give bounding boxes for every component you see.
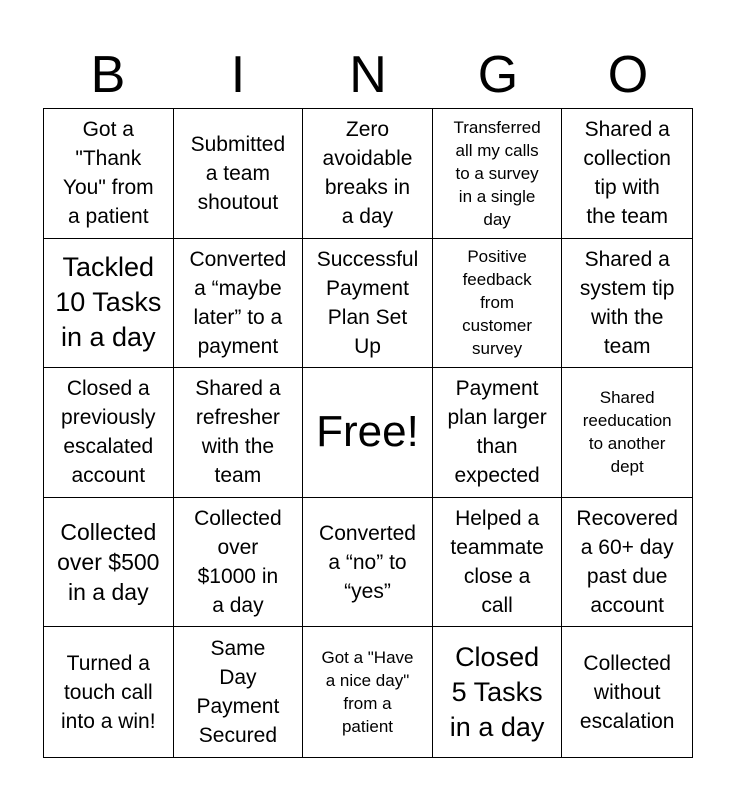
bingo-cell-r2c1[interactable]: Tackled 10 Tasks in a day (44, 239, 174, 369)
bingo-cell-r2c5[interactable]: Shared a system tip with the team (562, 239, 692, 369)
bingo-cell-r3c4[interactable]: Payment plan larger than expected (433, 368, 563, 498)
bingo-cell-r1c4[interactable]: Transferred all my calls to a survey in a single day (433, 109, 563, 239)
bingo-cell-r3c1[interactable]: Closed a previously escalated account (44, 368, 174, 498)
bingo-cell-r4c2[interactable]: Collected over $1000 in a day (174, 498, 304, 628)
bingo-header (43, 42, 693, 108)
bingo-cell-r4c3[interactable]: Converted a “no” to “yes” (303, 498, 433, 628)
bingo-cell-r1c5[interactable]: Shared a collection tip with the team (562, 109, 692, 239)
bingo-cell-r5c2[interactable]: Same Day Payment Secured (174, 627, 304, 757)
bingo-cell-r1c1[interactable]: Got a "Thank You" from a patient (44, 109, 174, 239)
header-letter-i: I (230, 46, 246, 104)
bingo-cell-r5c3[interactable]: Got a "Have a nice day" from a patient (303, 627, 433, 757)
bingo-cell-r5c4[interactable]: Closed 5 Tasks in a day (433, 627, 563, 757)
bingo-board (43, 108, 693, 758)
header-letter-n: N (349, 46, 387, 104)
bingo-cell-r4c4[interactable]: Helped a teammate close a call (433, 498, 563, 628)
header-letter-o: O (607, 46, 649, 104)
header-letter-b: B (90, 46, 126, 104)
free-space-cell[interactable]: Free! (303, 368, 433, 498)
header-letter-g: G (477, 46, 519, 104)
bingo-cell-r2c3[interactable]: Successful Payment Plan Set Up (303, 239, 433, 369)
bingo-cell-r1c3[interactable]: Zero avoidable breaks in a day (303, 109, 433, 239)
bingo-cell-r2c4[interactable]: Positive feedback from customer survey (433, 239, 563, 369)
bingo-cell-r2c2[interactable]: Converted a “maybe later” to a payment (174, 239, 304, 369)
bingo-cell-r4c1[interactable]: Collected over $500 in a day (44, 498, 174, 628)
bingo-cell-r3c2[interactable]: Shared a refresher with the team (174, 368, 304, 498)
bingo-cell-r3c5[interactable]: Shared reeducation to another dept (562, 368, 692, 498)
bingo-cell-r5c5[interactable]: Collected without escalation (579, 651, 675, 733)
bingo-cell-r1c2[interactable]: Submitted a team shoutout (174, 109, 304, 239)
bingo-cell-r4c5[interactable]: Recovered a 60+ day past due account (562, 498, 692, 628)
bingo-cell-r5c1[interactable]: Turned a touch call into a win! (44, 627, 174, 757)
